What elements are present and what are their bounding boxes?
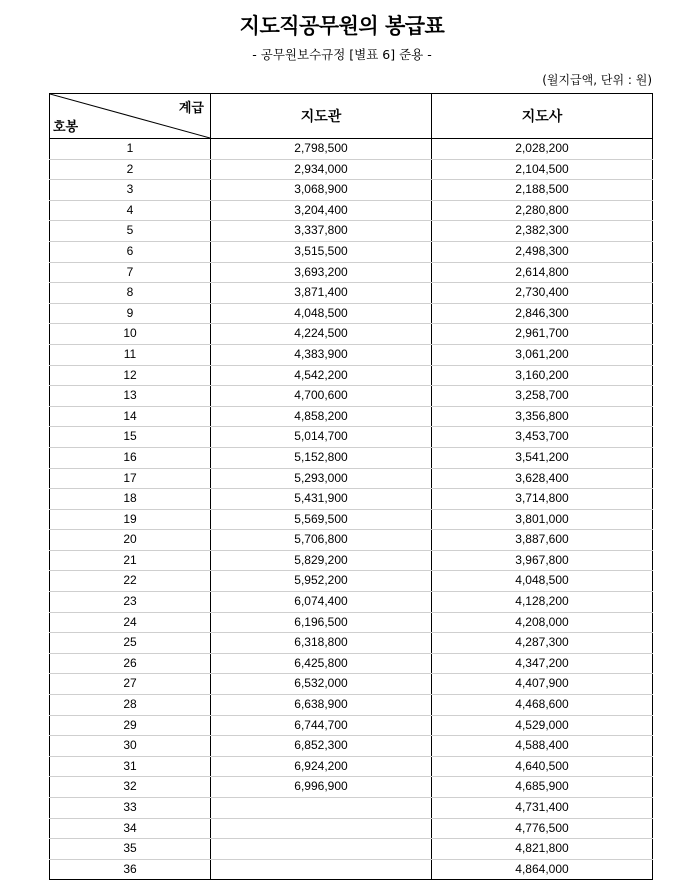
jidogwan-salary-cell: 4,224,500: [211, 324, 432, 345]
jidogwan-salary-cell: 6,924,200: [211, 756, 432, 777]
salary-table: [49, 93, 653, 880]
step-cell: 33: [50, 798, 211, 819]
jidosa-salary-cell: 3,258,700: [432, 386, 653, 407]
jidosa-salary-cell: 4,776,500: [432, 818, 653, 839]
table-row: [50, 427, 653, 448]
jidogwan-salary-cell: 5,293,000: [211, 468, 432, 489]
step-cell: 10: [50, 324, 211, 345]
jidosa-salary-cell: 4,864,000: [432, 859, 653, 880]
jidogwan-salary-cell: 4,858,200: [211, 406, 432, 427]
jidogwan-salary-cell: 5,431,900: [211, 489, 432, 510]
table-row: [50, 839, 653, 860]
step-cell: 21: [50, 550, 211, 571]
jidogwan-salary-cell: 3,871,400: [211, 283, 432, 304]
jidosa-salary-cell: 4,640,500: [432, 756, 653, 777]
jidosa-salary-cell: 3,160,200: [432, 365, 653, 386]
jidosa-salary-cell: 2,188,500: [432, 180, 653, 201]
jidogwan-salary-cell: 5,952,200: [211, 571, 432, 592]
step-cell: 22: [50, 571, 211, 592]
jidosa-salary-cell: 4,347,200: [432, 653, 653, 674]
jidogwan-salary-cell: [211, 798, 432, 819]
table-row: [50, 303, 653, 324]
jidogwan-salary-cell: 2,798,500: [211, 139, 432, 160]
jidosa-salary-cell: 3,967,800: [432, 550, 653, 571]
table-row: [50, 633, 653, 654]
jidogwan-salary-cell: 5,569,500: [211, 509, 432, 530]
step-cell: 16: [50, 447, 211, 468]
jidogwan-salary-cell: 6,744,700: [211, 715, 432, 736]
table-row: [50, 859, 653, 880]
table-row: [50, 365, 653, 386]
step-cell: 8: [50, 283, 211, 304]
jidosa-salary-cell: 4,128,200: [432, 592, 653, 613]
step-cell: 17: [50, 468, 211, 489]
table-row: [50, 509, 653, 530]
step-cell: 5: [50, 221, 211, 242]
jidogwan-salary-cell: 6,852,300: [211, 736, 432, 757]
table-row: [50, 592, 653, 613]
table-row: [50, 736, 653, 757]
step-cell: 6: [50, 241, 211, 262]
jidogwan-salary-cell: 5,829,200: [211, 550, 432, 571]
jidogwan-salary-cell: 6,532,000: [211, 674, 432, 695]
table-row: [50, 798, 653, 819]
jidosa-salary-cell: 4,287,300: [432, 633, 653, 654]
table-row: [50, 653, 653, 674]
table-row: [50, 241, 653, 262]
jidogwan-salary-cell: 3,693,200: [211, 262, 432, 283]
step-cell: 11: [50, 344, 211, 365]
unit-note: (월지급액, 단위 : 원): [542, 73, 652, 87]
jidosa-salary-cell: 2,104,500: [432, 159, 653, 180]
jidosa-salary-cell: 4,208,000: [432, 612, 653, 633]
step-cell: 26: [50, 653, 211, 674]
document-title: 지도직공무원의 봉급표: [239, 14, 445, 38]
jidosa-salary-cell: 2,498,300: [432, 241, 653, 262]
jidogwan-salary-cell: 5,152,800: [211, 447, 432, 468]
step-cell: 15: [50, 427, 211, 448]
jidosa-salary-cell: 2,614,800: [432, 262, 653, 283]
step-cell: 30: [50, 736, 211, 757]
table-row: [50, 447, 653, 468]
jidogwan-salary-cell: [211, 818, 432, 839]
table-row: [50, 386, 653, 407]
table-body: [50, 139, 653, 880]
jidosa-salary-cell: 3,356,800: [432, 406, 653, 427]
jidosa-salary-cell: 4,588,400: [432, 736, 653, 757]
jidogwan-salary-cell: 6,074,400: [211, 592, 432, 613]
table-row: [50, 324, 653, 345]
table-row: [50, 180, 653, 201]
jidosa-salary-cell: 3,714,800: [432, 489, 653, 510]
table-row: [50, 818, 653, 839]
jidogwan-salary-cell: 5,706,800: [211, 530, 432, 551]
jidogwan-salary-cell: 6,996,900: [211, 777, 432, 798]
jidosa-salary-cell: 3,628,400: [432, 468, 653, 489]
step-cell: 23: [50, 592, 211, 613]
jidosa-salary-cell: 4,407,900: [432, 674, 653, 695]
step-cell: 12: [50, 365, 211, 386]
jidogwan-salary-cell: 6,196,500: [211, 612, 432, 633]
jidosa-salary-cell: 2,028,200: [432, 139, 653, 160]
jidosa-salary-cell: 4,468,600: [432, 695, 653, 716]
jidogwan-salary-cell: 4,700,600: [211, 386, 432, 407]
table-row: [50, 344, 653, 365]
jidosa-salary-cell: 3,061,200: [432, 344, 653, 365]
step-cell: 13: [50, 386, 211, 407]
step-cell: 19: [50, 509, 211, 530]
table-row: [50, 777, 653, 798]
table-row: [50, 550, 653, 571]
step-cell: 3: [50, 180, 211, 201]
step-cell: 14: [50, 406, 211, 427]
jidosa-salary-cell: 3,453,700: [432, 427, 653, 448]
jidosa-salary-cell: 3,541,200: [432, 447, 653, 468]
corner-label-grade: 계급: [178, 101, 204, 116]
table-row: [50, 715, 653, 736]
jidogwan-salary-cell: 3,515,500: [211, 241, 432, 262]
step-cell: 20: [50, 530, 211, 551]
step-cell: 2: [50, 159, 211, 180]
jidosa-salary-cell: 2,846,300: [432, 303, 653, 324]
table-row: [50, 530, 653, 551]
jidogwan-salary-cell: 4,383,900: [211, 344, 432, 365]
step-cell: 1: [50, 139, 211, 160]
jidosa-salary-cell: 4,529,000: [432, 715, 653, 736]
step-cell: 32: [50, 777, 211, 798]
step-cell: 24: [50, 612, 211, 633]
jidogwan-salary-cell: 4,048,500: [211, 303, 432, 324]
column-header-jidogwan: 지도관: [211, 94, 432, 139]
table-row: [50, 674, 653, 695]
jidogwan-salary-cell: 3,068,900: [211, 180, 432, 201]
table-header-row: [50, 94, 653, 139]
step-cell: 28: [50, 695, 211, 716]
table-row: [50, 262, 653, 283]
jidogwan-salary-cell: 6,425,800: [211, 653, 432, 674]
jidosa-salary-cell: 4,685,900: [432, 777, 653, 798]
jidogwan-salary-cell: 3,204,400: [211, 200, 432, 221]
jidosa-salary-cell: 4,821,800: [432, 839, 653, 860]
step-cell: 34: [50, 818, 211, 839]
step-cell: 35: [50, 839, 211, 860]
step-cell: 18: [50, 489, 211, 510]
step-cell: 31: [50, 756, 211, 777]
jidogwan-salary-cell: 3,337,800: [211, 221, 432, 242]
step-cell: 36: [50, 859, 211, 880]
table-row: [50, 283, 653, 304]
table-row: [50, 200, 653, 221]
jidosa-salary-cell: 3,887,600: [432, 530, 653, 551]
table-row: [50, 695, 653, 716]
table-row: [50, 468, 653, 489]
table-row: [50, 756, 653, 777]
table-row: [50, 406, 653, 427]
corner-label-step: 호봉: [53, 120, 79, 135]
jidosa-salary-cell: 4,048,500: [432, 571, 653, 592]
jidosa-salary-cell: 2,382,300: [432, 221, 653, 242]
jidogwan-salary-cell: 6,638,900: [211, 695, 432, 716]
jidosa-salary-cell: 2,961,700: [432, 324, 653, 345]
step-cell: 4: [50, 200, 211, 221]
table-row: [50, 221, 653, 242]
table-row: [50, 612, 653, 633]
table-row: [50, 571, 653, 592]
jidogwan-salary-cell: 4,542,200: [211, 365, 432, 386]
table-row: [50, 489, 653, 510]
step-cell: 27: [50, 674, 211, 695]
table-row: [50, 159, 653, 180]
jidogwan-salary-cell: 2,934,000: [211, 159, 432, 180]
jidogwan-salary-cell: [211, 839, 432, 860]
jidogwan-salary-cell: [211, 859, 432, 880]
corner-header-cell: [50, 94, 211, 139]
jidosa-salary-cell: 4,731,400: [432, 798, 653, 819]
jidogwan-salary-cell: 5,014,700: [211, 427, 432, 448]
jidogwan-salary-cell: 6,318,800: [211, 633, 432, 654]
step-cell: 9: [50, 303, 211, 324]
jidosa-salary-cell: 2,280,800: [432, 200, 653, 221]
step-cell: 29: [50, 715, 211, 736]
jidosa-salary-cell: 3,801,000: [432, 509, 653, 530]
column-header-jidosa: 지도사: [432, 94, 653, 139]
step-cell: 25: [50, 633, 211, 654]
step-cell: 7: [50, 262, 211, 283]
jidosa-salary-cell: 2,730,400: [432, 283, 653, 304]
document-subtitle: - 공무원보수규정 [별표 6] 준용 -: [252, 47, 432, 62]
table-row: [50, 139, 653, 160]
